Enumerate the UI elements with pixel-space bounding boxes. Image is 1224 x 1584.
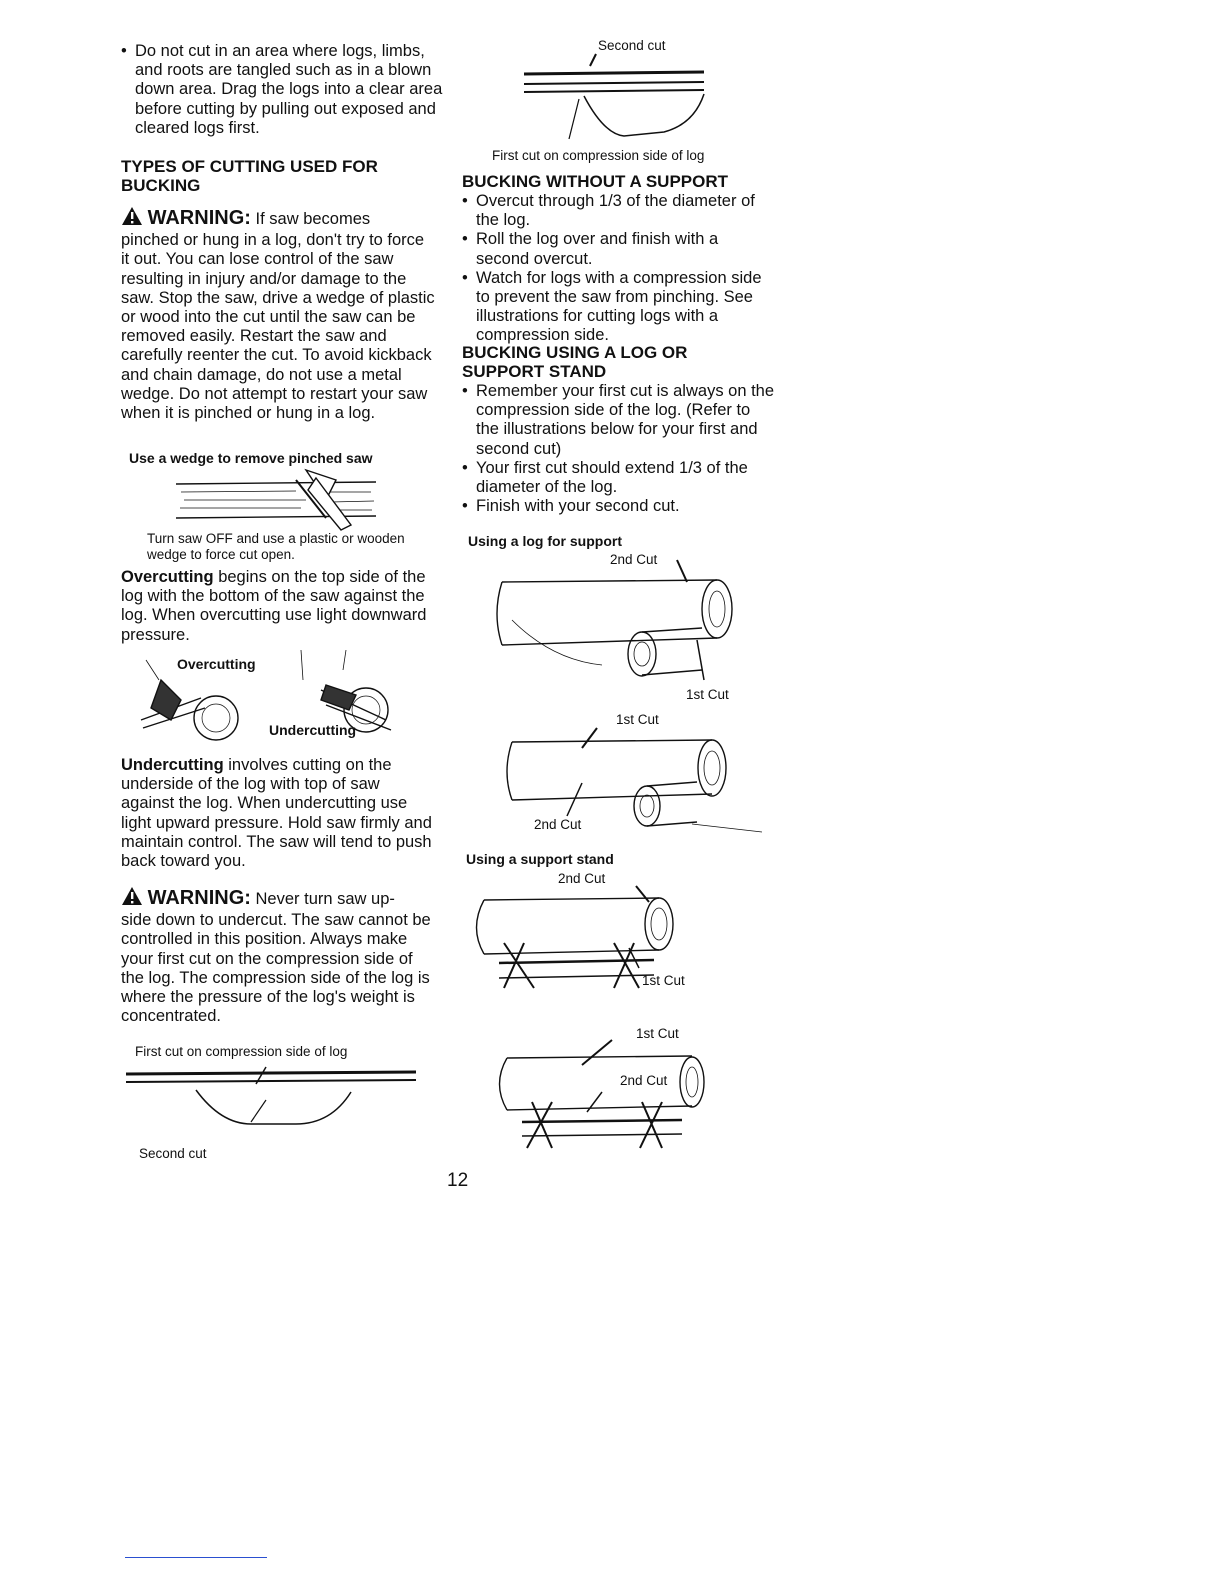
overcutting-label: Overcutting	[177, 656, 256, 672]
warning-1-lead: If saw becomes	[255, 210, 371, 228]
list-item: • Watch for logs with a compression side to prevent the saw from pinching. See illustrations for cutting logs with a compression side.	[462, 269, 772, 346]
warning-triangle-icon	[121, 886, 143, 911]
bottom-figure-bottom-label: Second cut	[139, 1146, 207, 1161]
overcutting-paragraph	[121, 568, 436, 645]
wedge-caption: Turn saw OFF and use a plastic or wooden wedge to force cut open.	[147, 531, 405, 562]
list-item: • Your first cut should extend 1/3 of the diameter of the log.	[462, 459, 777, 497]
bottom-figure-top-label: First cut on compression side of log	[135, 1044, 348, 1059]
using-support-list	[462, 382, 777, 516]
bottom-left-log-illustration	[126, 1062, 426, 1146]
caption-support-stand: Using a support stand	[466, 851, 614, 867]
page-number: 12	[447, 1170, 469, 1191]
warning-1-title: WARNING:	[147, 207, 251, 229]
top-figure-bottom-label: First cut on compression side of log	[492, 148, 705, 163]
support-stand-figure-1	[464, 888, 694, 1008]
caption-log-support: Using a log for support	[468, 533, 622, 549]
wedge-caption-title: Use a wedge to remove pinched saw	[129, 450, 373, 466]
overcutting-text: begins on the top side of the log with the bottom of the saw against the log. When overcutting use light downward pressure.	[121, 568, 427, 644]
list-item: • Roll the log over and finish with a second overcut.	[462, 230, 772, 268]
list-item: • Finish with your second cut.	[462, 497, 777, 516]
heading-types-of-cutting: TYPES OF CUTTING USED FOR BUCKING	[121, 157, 378, 195]
warning-2-text: side down to undercut. The saw cannot be controlled in this position. Always make your first cut on the compression side of the log. The compression side of the log is where the pressure of the log's weight is concentrated.	[121, 911, 431, 1026]
cut-label-second: 2nd Cut	[558, 871, 606, 886]
warning-triangle-icon	[121, 206, 143, 231]
undercutting-text: involves cutting on the underside of the log with top of saw against the log. When undercutting use light upward pressure. Hold saw firmly and maintain control. The saw will tend to push back toward you.	[121, 756, 432, 871]
cut-label-first: 1st Cut	[642, 973, 685, 988]
warning-1	[121, 206, 436, 423]
cut-label-second: 2nd Cut	[534, 817, 582, 832]
warning-2-title: WARNING:	[147, 887, 251, 909]
footer-rule	[125, 1557, 267, 1558]
top-figure-top-label: Second cut	[598, 38, 666, 53]
warning-2-lead: Never turn saw up-	[255, 890, 395, 908]
top-right-log-illustration	[524, 54, 784, 148]
heading-bucking-without-support: BUCKING WITHOUT A SUPPORT	[462, 172, 729, 191]
wedge-illustration	[176, 470, 416, 532]
overcutting-term: Overcutting	[121, 568, 214, 586]
undercutting-paragraph	[121, 756, 436, 871]
warning-2	[121, 886, 436, 1026]
intro-bullet-text: Do not cut in an area where logs, limbs, and roots are tangled such as in a blown down area. Drag the logs into a clear area before cutting by pulling out exposed and cleared logs first.	[135, 42, 443, 137]
heading-bucking-using-support: BUCKING USING A LOG OR SUPPORT STAND	[462, 343, 688, 381]
undercutting-label: Undercutting	[269, 722, 357, 738]
list-item: • Remember your first cut is always on the compression side of the log. (Refer to the illustrations below for your first and second cut)	[462, 382, 777, 459]
cut-label-first: 1st Cut	[616, 712, 659, 727]
intro-bullet	[121, 42, 450, 138]
without-support-list	[462, 192, 772, 346]
log-support-figure-1	[492, 570, 742, 690]
cut-label-second: 2nd Cut	[610, 552, 658, 567]
list-item: • Overcut through 1/3 of the diameter of the log.	[462, 192, 772, 230]
cut-label-first: 1st Cut	[636, 1026, 679, 1041]
support-stand-figure-2	[492, 1040, 712, 1160]
undercutting-term: Undercutting	[121, 756, 224, 774]
over-under-cutting-illustration	[121, 650, 411, 750]
cut-label-second: 2nd Cut	[620, 1073, 668, 1088]
warning-1-text: pinched or hung in a log, don't try to force it out. You can lose control of the saw resulting in injury and/or damage to the saw. Stop the saw, drive a wedge of plastic or wood into the cut until the saw can be removed easily. Restart the saw and carefully reenter the cut. To avoid kickback and chain damage, do not use a metal wedge. Do not attempt to restart your saw when it is pinched or hung in a log.	[121, 231, 435, 423]
cut-label-first: 1st Cut	[686, 687, 729, 702]
